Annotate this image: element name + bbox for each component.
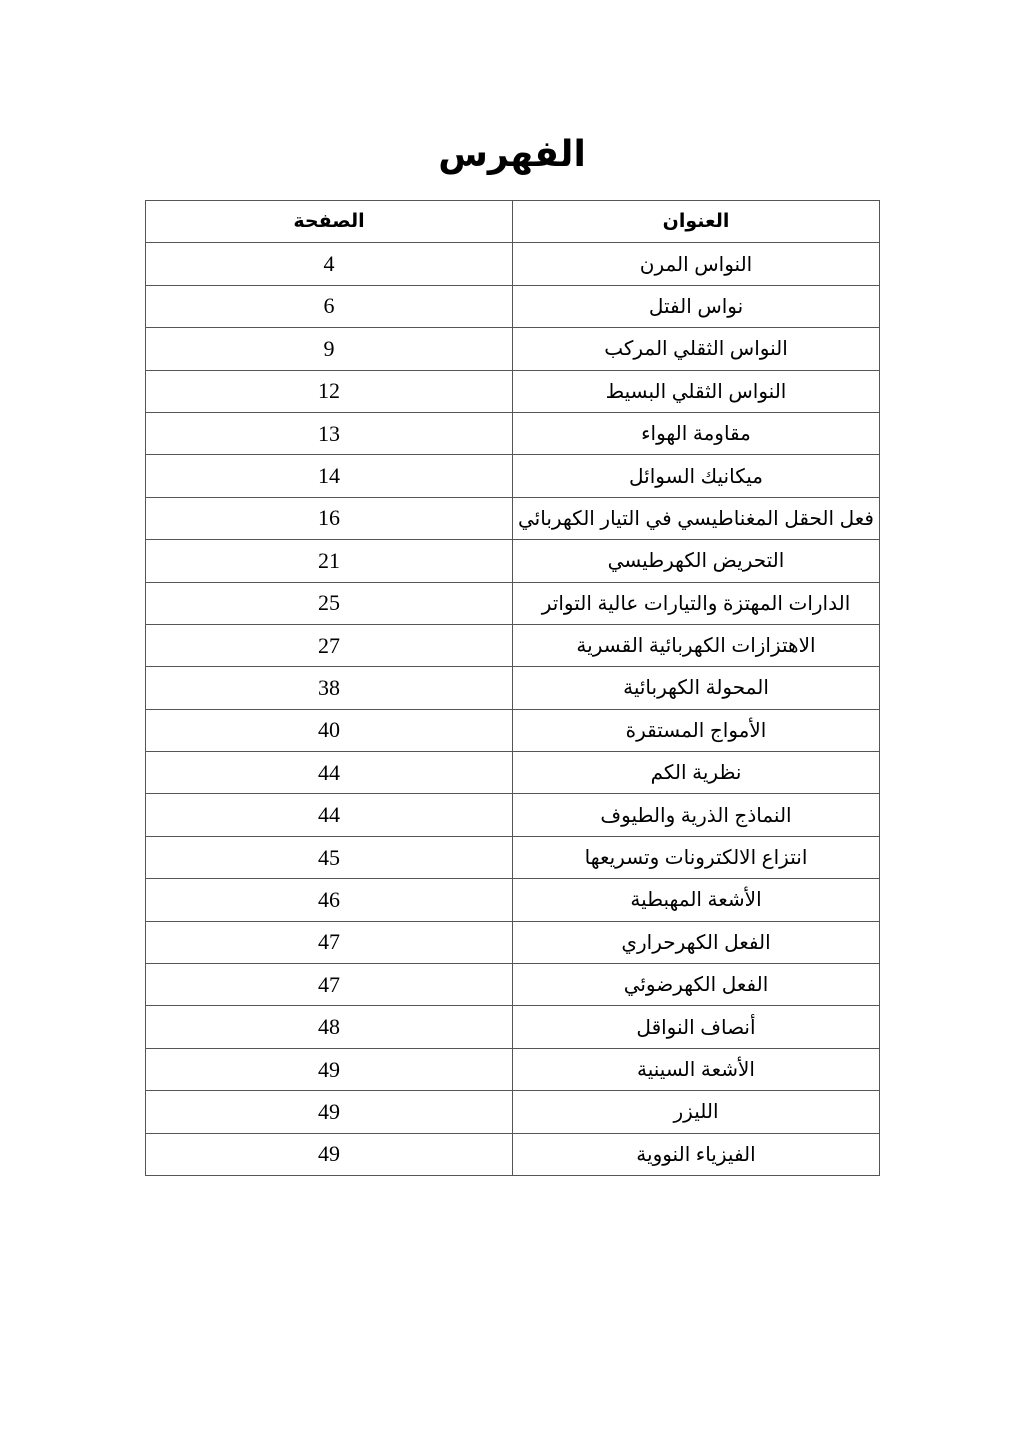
entry-title: فعل الحقل المغناطيسي في التيار الكهربائي <box>513 497 880 539</box>
entry-page-number: 47 <box>146 921 513 963</box>
table-row <box>146 1006 880 1048</box>
table-row <box>146 582 880 624</box>
entry-page-number: 16 <box>146 497 513 539</box>
table-row <box>146 285 880 327</box>
table-row <box>146 1091 880 1133</box>
entry-page-number: 12 <box>146 370 513 412</box>
table-row <box>146 964 880 1006</box>
table-row <box>146 794 880 836</box>
entry-page-number: 46 <box>146 879 513 921</box>
entry-title: الفيزياء النووية <box>513 1133 880 1175</box>
table-row <box>146 412 880 454</box>
table-row <box>146 921 880 963</box>
table-row <box>146 243 880 285</box>
entry-title: مقاومة الهواء <box>513 412 880 454</box>
entry-title: الليزر <box>513 1091 880 1133</box>
entry-title: نواس الفتل <box>513 285 880 327</box>
entry-title: النماذج الذرية والطيوف <box>513 794 880 836</box>
header-page: الصفحة <box>146 201 513 243</box>
table-row <box>146 1048 880 1090</box>
entry-title: النواس المرن <box>513 243 880 285</box>
entry-title: نظرية الكم <box>513 752 880 794</box>
entry-title: المحولة الكهربائية <box>513 667 880 709</box>
entry-page-number: 40 <box>146 709 513 751</box>
entry-page-number: 45 <box>146 836 513 878</box>
entry-page-number: 49 <box>146 1133 513 1175</box>
entry-page-number: 4 <box>146 243 513 285</box>
entry-title: الفعل الكهرضوئي <box>513 964 880 1006</box>
entry-page-number: 38 <box>146 667 513 709</box>
entry-title: الأشعة المهبطية <box>513 879 880 921</box>
page-title: الفهرس <box>438 133 586 174</box>
entry-page-number: 44 <box>146 794 513 836</box>
entry-page-number: 9 <box>146 328 513 370</box>
table-row <box>146 836 880 878</box>
entry-title: انتزاع الالكترونات وتسريعها <box>513 836 880 878</box>
table-row <box>146 328 880 370</box>
entry-title: الأمواج المستقرة <box>513 709 880 751</box>
table-row <box>146 752 880 794</box>
entry-page-number: 48 <box>146 1006 513 1048</box>
table-row <box>146 709 880 751</box>
entry-page-number: 47 <box>146 964 513 1006</box>
entry-title: أنصاف النواقل <box>513 1006 880 1048</box>
table-row <box>146 540 880 582</box>
toc-table <box>145 200 880 1176</box>
entry-title: الاهتزازات الكهربائية القسرية <box>513 624 880 666</box>
table-row <box>146 370 880 412</box>
entry-title: النواس الثقلي البسيط <box>513 370 880 412</box>
entry-title: الأشعة السينية <box>513 1048 880 1090</box>
table-row <box>146 624 880 666</box>
entry-page-number: 13 <box>146 412 513 454</box>
entry-page-number: 49 <box>146 1048 513 1090</box>
entry-page-number: 49 <box>146 1091 513 1133</box>
entry-page-number: 21 <box>146 540 513 582</box>
entry-title: الدارات المهتزة والتيارات عالية التواتر <box>513 582 880 624</box>
entry-page-number: 6 <box>146 285 513 327</box>
entry-page-number: 14 <box>146 455 513 497</box>
entry-title: الفعل الكهرحراري <box>513 921 880 963</box>
entry-page-number: 44 <box>146 752 513 794</box>
table-row <box>146 455 880 497</box>
entry-title: ميكانيك السوائل <box>513 455 880 497</box>
header-title: العنوان <box>513 201 880 243</box>
table-row <box>146 667 880 709</box>
entry-title: التحريض الكهرطيسي <box>513 540 880 582</box>
table-row <box>146 497 880 539</box>
toc-header-row <box>146 201 880 243</box>
toc-body <box>146 243 880 1176</box>
entry-title: النواس الثقلي المركب <box>513 328 880 370</box>
entry-page-number: 25 <box>146 582 513 624</box>
table-row <box>146 879 880 921</box>
table-row <box>146 1133 880 1175</box>
entry-page-number: 27 <box>146 624 513 666</box>
